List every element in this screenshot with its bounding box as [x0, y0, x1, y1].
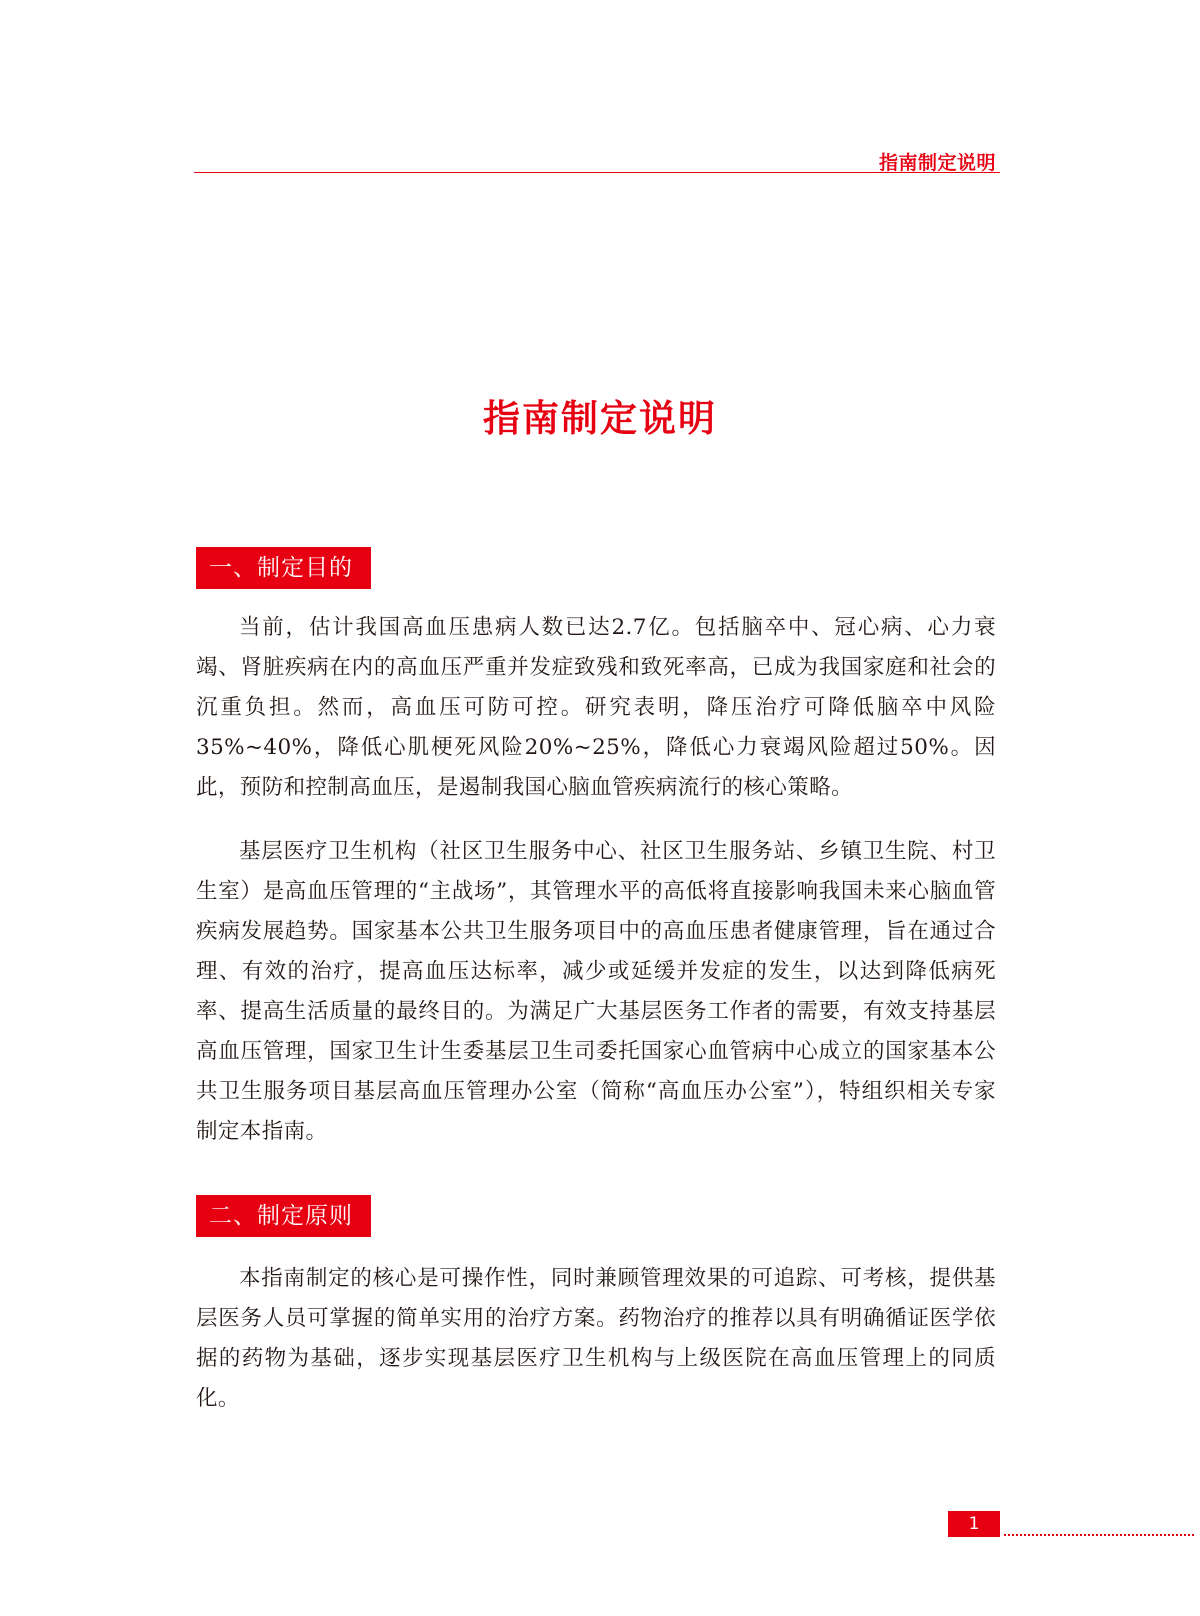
- section-heading-principles: 二、制定原则: [196, 1195, 371, 1237]
- running-header-title: 指南制定说明: [878, 152, 996, 174]
- page-number: 1: [948, 1511, 1000, 1537]
- footer-dotted-rule: [1004, 1534, 1194, 1536]
- section-heading-purpose: 一、制定目的: [196, 547, 371, 589]
- running-header: [194, 140, 1000, 173]
- paragraph-purpose-1: 当前，估计我国高血压患病人数已达2.7亿。包括脑卒中、冠心病、心力衰竭、肾脏疾病在内的高血压严重并发症致残和致死率高，已成为我国家庭和社会的沉重负担。然而，高血压可防可控。研究表明，降压治疗可降低脑卒中风险35%~40%，降低心肌梗死风险20%~25%，降低心力衰竭风险超过50%。因此，预防和控制高血压，是遏制我国心脑血管疾病流行的核心策略。: [196, 615, 996, 800]
- paragraph-purpose-2: 基层医疗卫生机构（社区卫生服务中心、社区卫生服务站、乡镇卫生院、村卫生室）是高血压管理的“主战场”，其管理水平的高低将直接影响我国未来心脑血管疾病发展趋势。国家基本公共卫生服务项目中的高血压患者健康管理，旨在通过合理、有效的治疗，提高血压达标率，减少或延缓并发症的发生，以达到降低病死率、提高生活质量的最终目的。为满足广大基层医务工作者的需要，有效支持基层高血压管理，国家卫生计生委基层卫生司委托国家心血管病中心成立的国家基本公共卫生服务项目基层高血压管理办公室（简称“高血压办公室”），特组织相关专家制定本指南。: [196, 839, 996, 1144]
- page-title: 指南制定说明: [483, 396, 717, 440]
- paragraph-principles-1: 本指南制定的核心是可操作性，同时兼顾管理效果的可追踪、可考核，提供基层医务人员可掌握的简单实用的治疗方案。药物治疗的推荐以具有明确循证医学依据的药物为基础，逐步实现基层医疗卫生机构与上级医院在高血压管理上的同质化。: [196, 1266, 996, 1411]
